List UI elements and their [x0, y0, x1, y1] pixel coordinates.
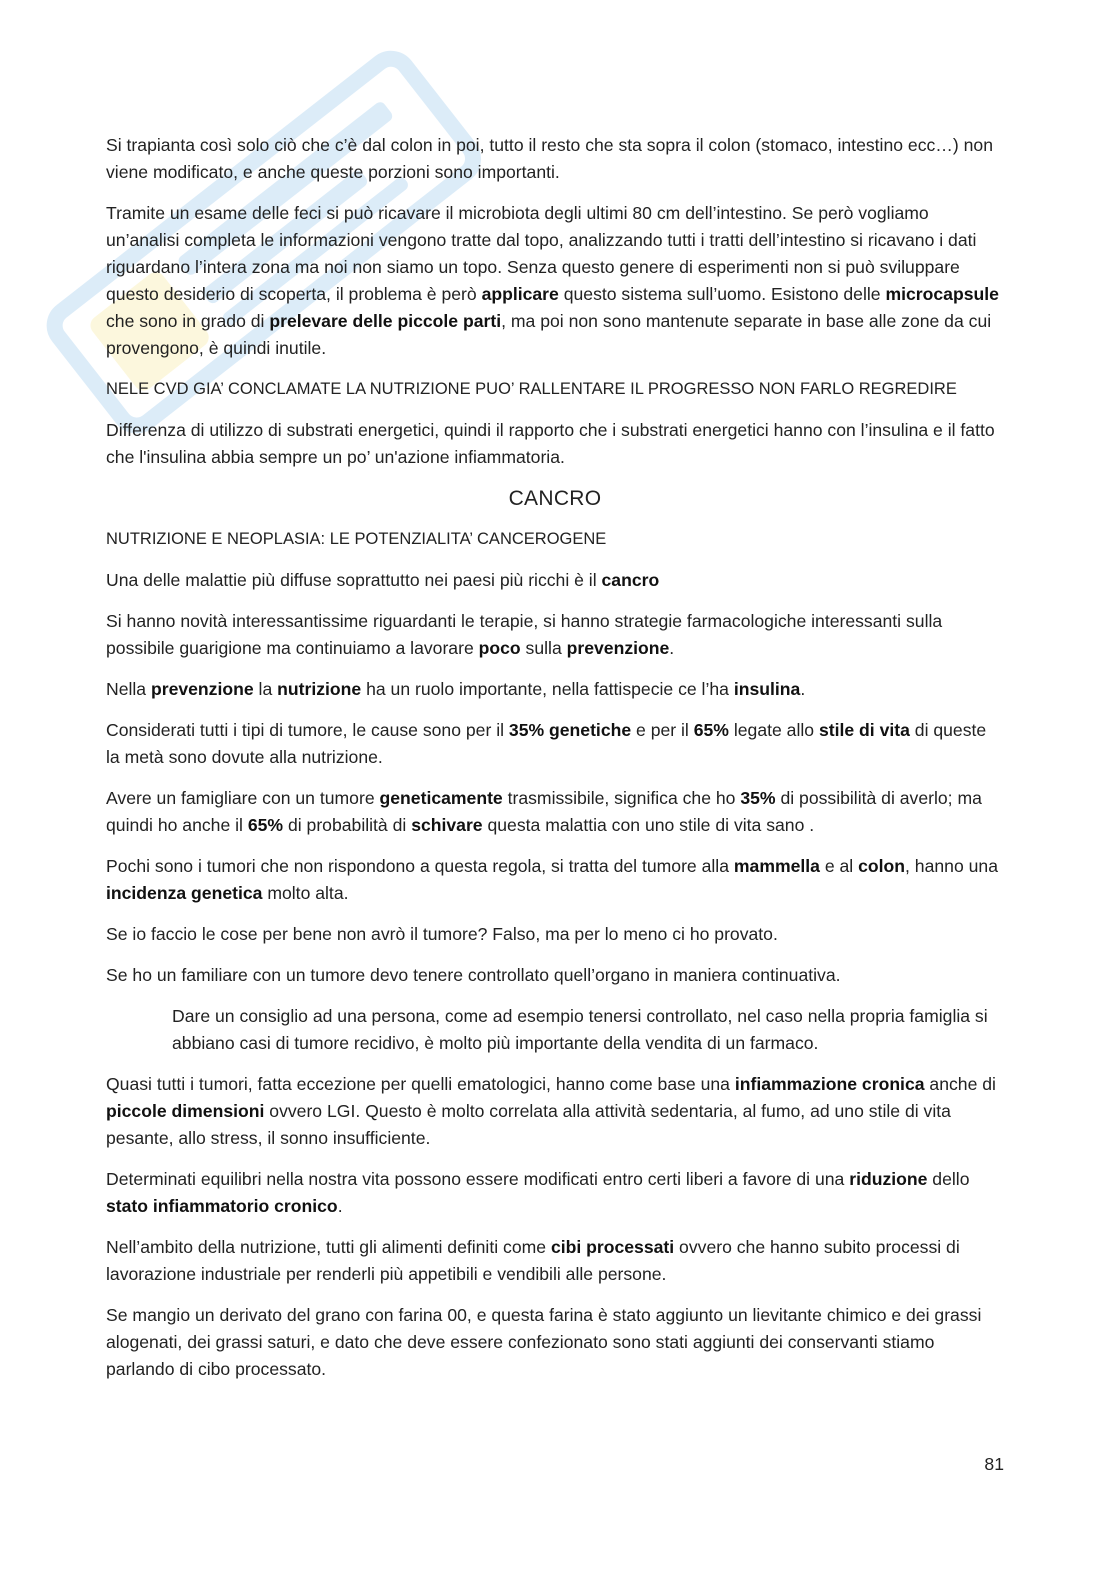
paragraph-prevention: Nella prevenzione la nutrizione ha un ruolo importante, nella fattispecie ce l’ha insulina.	[106, 679, 806, 699]
paragraph-cvd-note: NELE CVD GIA’ CONCLAMATE LA NUTRIZIONE PUO’ RALLENTARE IL PROGRESSO NON FARLO REGREDIRE	[106, 380, 957, 398]
paragraph-causes: Considerati tutti i tipi di tumore, le cause sono per il 35% genetiche e per il 65% legate allo stile di vita di queste la metà sono dovute alla nutrizione.	[106, 720, 987, 767]
paragraph-therapies: Si hanno novità interessantissime riguardanti le terapie, si hanno strategie farmacologiche interessanti sulla possibile guarigione ma continuiamo a lavorare poco sulla prevenzione.	[106, 611, 943, 658]
paragraph-familiar: Se ho un familiare con un tumore devo tenere controllato quell’organo in maniera continuativa.	[106, 965, 841, 985]
paragraph-substrates: Differenza di utilizzo di substrati energetici, quindi il rapporto che i substrati energetici hanno con l’insulina e il fatto che l'insulina abbia sempre un po’ un'azione infiammatoria.	[106, 420, 995, 467]
paragraph-inflammation: Quasi tutti i tumori, fatta eccezione per quelli ematologici, hanno come base una infiammazione cronica anche di piccole dimensioni ovvero LGI. Questo è molto correlata alla attività sedentaria, al fumo, ad uno stile di vita pesante, allo stress, il sonno insufficiente.	[106, 1074, 996, 1148]
paragraph-cancer-diffusion: Una delle malattie più diffuse soprattutto nei paesi più ricchi è il cancro	[106, 570, 660, 590]
paragraph-flour-example: Se mangio un derivato del grano con farina 00, e questa farina è stato aggiunto un lievitante chimico e dei grassi alogenati, dei grassi saturi, e dato che deve essere confezionato sono stati aggiunti dei conservanti stiamo parlando di cibo processato.	[106, 1305, 982, 1379]
paragraph-exceptions: Pochi sono i tumori che non rispondono a questa regola, si tratta del tumore alla mammella e al colon, hanno una incidenza genetica molto alta.	[106, 856, 998, 903]
paragraph-advice-quote: Dare un consiglio ad una persona, come ad esempio tenersi controllato, nel caso nella propria famiglia si abbiano casi di tumore recidivo, è molto più importante della vendita di un farmaco.	[172, 1006, 988, 1053]
paragraph-transplant: Si trapianta così solo ciò che c’è dal colon in poi, tutto il resto che sta sopra il colon (stomaco, intestino ecc…) non viene modificato, e anche queste porzioni sono importanti.	[106, 135, 993, 182]
paragraph-family-risk: Avere un famigliare con un tumore geneticamente trasmissibile, significa che ho 35% di possibilità di averlo; ma quindi ho anche il 65% di probabilità di schivare questa malattia con uno stile di vita sano .	[106, 788, 982, 835]
page-number: 81	[984, 1454, 1004, 1474]
paragraph-processed-food: Nell’ambito della nutrizione, tutti gli alimenti definiti come cibi processati ovvero che hanno subito processi di lavorazione industriale per renderli più appetibili e vendibili alle persone.	[106, 1237, 960, 1284]
section-title: CANCRO	[508, 487, 602, 510]
paragraph-microbiota: Tramite un esame delle feci si può ricavare il microbiota degli ultimi 80 cm dell’intestino. Se però vogliamo un’analisi completa le informazioni vengono tratte dal topo, analizzando tutti i tratti dell’intestino si ricavano i dati riguardano l’intera zona ma noi non siamo un topo. Senza questo genere di esperimenti non si può sviluppare questo desiderio di scoperta, il problema è però applicare questo sistema sull’uomo. Esistono delle microcapsule che sono in grado di prelevare delle piccole parti, ma poi non sono mantenute separate in base alle zone da cui provengono, è quindi inutile.	[106, 203, 999, 358]
subheading-neoplasia: NUTRIZIONE E NEOPLASIA: LE POTENZIALITA’ CANCEROGENE	[106, 530, 607, 548]
paragraph-equilibrium: Determinati equilibri nella nostra vita possono essere modificati entro certi liberi a favore di una riduzione dello stato infiammatorio cronico.	[106, 1169, 970, 1216]
document-page	[106, 132, 1004, 1397]
paragraph-question: Se io faccio le cose per bene non avrò il tumore? Falso, ma per lo meno ci ho provato.	[106, 924, 778, 944]
